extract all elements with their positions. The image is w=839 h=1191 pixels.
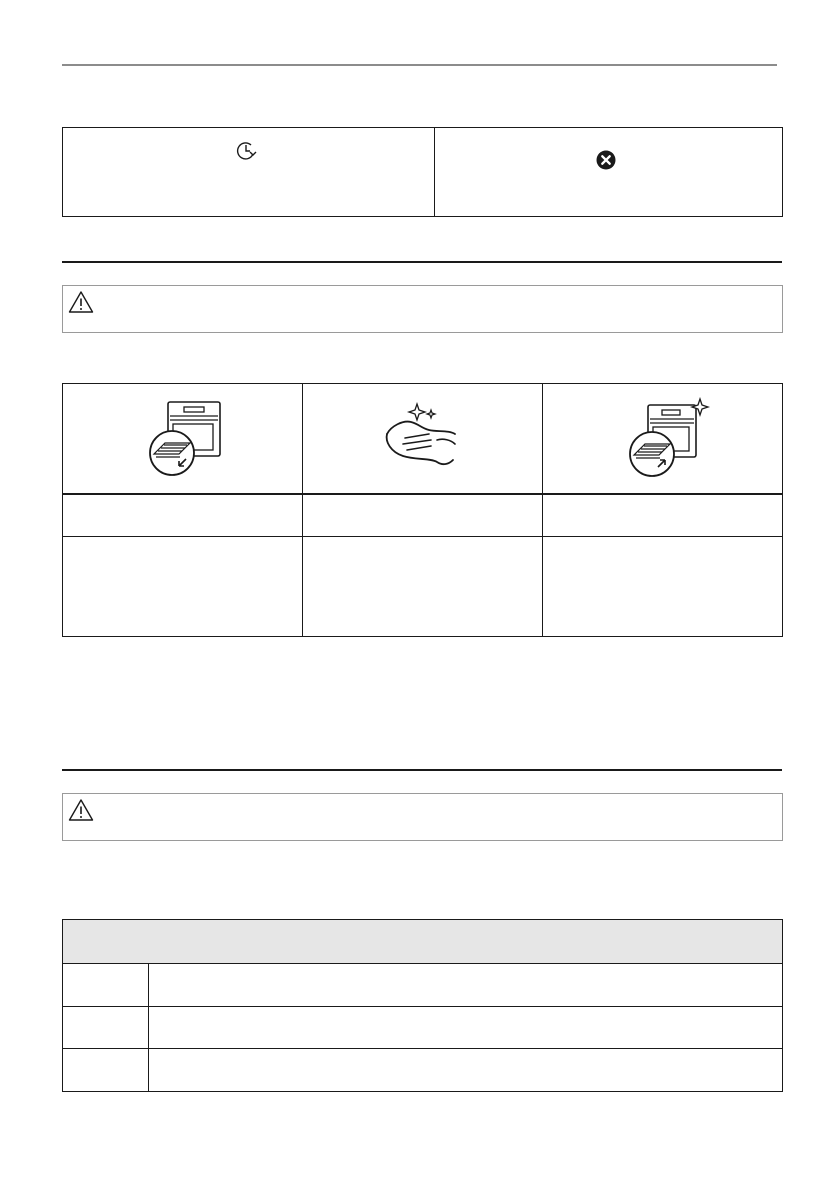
- column-divider: [302, 384, 303, 636]
- section-rule-2: [62, 769, 782, 771]
- row-divider: [63, 963, 782, 964]
- controls-table: [62, 127, 783, 217]
- section-rule-1: [62, 261, 782, 263]
- table-header: [63, 920, 782, 963]
- info-table: [62, 919, 783, 1092]
- row-divider: [63, 1048, 782, 1049]
- cleaning-steps-table: [62, 383, 783, 637]
- cell-divider: [434, 128, 435, 216]
- warning-box-1: [62, 285, 783, 333]
- row-divider-heavy: [63, 493, 782, 495]
- cancel-circle-icon: [596, 150, 616, 170]
- warning-triangle-icon: [68, 290, 94, 314]
- warning-box-2: [62, 793, 783, 841]
- remove-oven-rack-icon: [146, 397, 226, 477]
- column-divider: [148, 963, 149, 1091]
- column-divider: [542, 384, 543, 636]
- header-rule: [62, 64, 777, 66]
- hand-clean-sparkle-icon: [381, 400, 465, 472]
- row-divider: [63, 536, 782, 537]
- row-divider: [63, 1006, 782, 1007]
- warning-triangle-icon: [68, 798, 94, 822]
- timer-restart-icon: [236, 140, 258, 162]
- insert-oven-rack-icon: [626, 397, 710, 477]
